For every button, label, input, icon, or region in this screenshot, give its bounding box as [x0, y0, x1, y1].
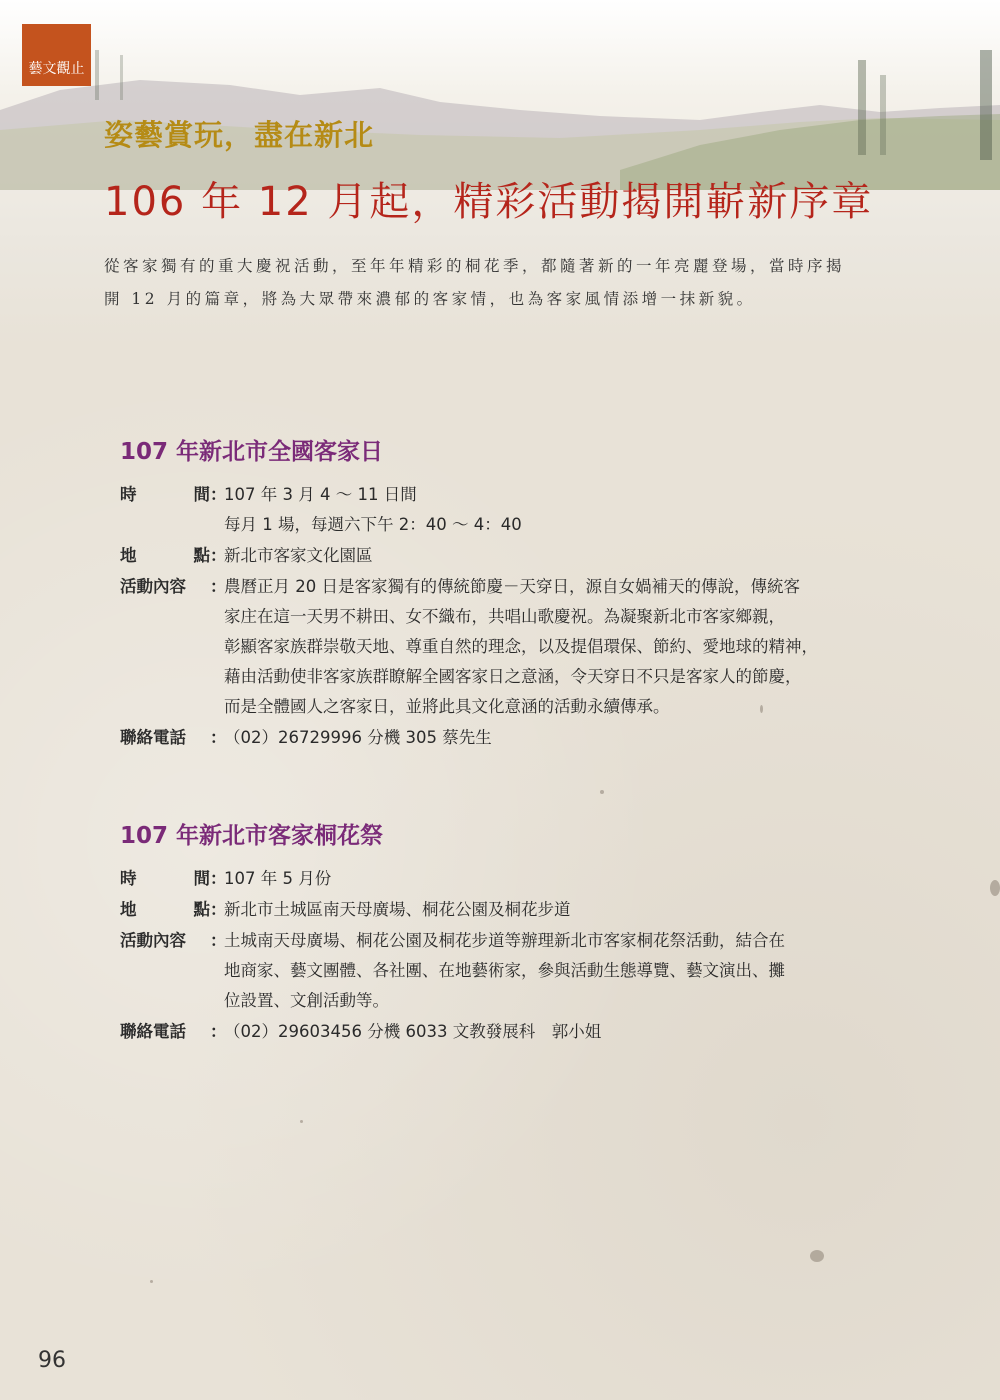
event-content-row: 活動內容 ： 農曆正月 20 日是客家獨有的傳統節慶－天穿日，源自女媧補天的傳說，傳統客 家庄在這一天男不耕田、女不織布，共唱山歌慶祝。為凝聚新北市客家鄉親， 彰顯客家族群崇敬天地、尊重自然的理念，以及提倡環保、節約、愛地球的精神， 藉由活動使非客家族群瞭解全國客家日之意涵，令天穿日不只是客家人的節慶， 而是全體國人之客家日，並將此具文化意涵的活動永續傳承。 — [120, 572, 900, 722]
event-details — [120, 864, 900, 1048]
time-value: 每月 1 場，每週六下午 2：40 ～ 4：40 — [224, 515, 522, 534]
page-subtitle: 姿藝賞玩，盡在新北 — [104, 118, 375, 152]
page-number: 96 — [38, 1348, 66, 1373]
content-line: 家庄在這一天男不耕田、女不織布，共唱山歌慶祝。為凝聚新北市客家鄉親， — [224, 607, 785, 626]
intro-paragraph — [104, 250, 904, 316]
event-time-row: 時 間 ： 107 年 3 月 4 ～ 11 日間 每月 1 場，每週六下午 2：40 ～ 4：40 — [120, 480, 900, 540]
place-label: 地 點 — [120, 900, 210, 919]
content-line: 位設置、文創活動等。 — [224, 991, 389, 1010]
content-line: 彰顯客家族群崇敬天地、尊重自然的理念，以及提倡環保、節約、愛地球的精神， — [224, 637, 818, 656]
phone-value: （02）29603456 分機 6033 文教發展科 郭小姐 — [224, 1022, 602, 1041]
time-value: 107 年 3 月 4 ～ 11 日間 — [224, 485, 417, 504]
event-title: 107 年新北市全國客家日 — [120, 439, 384, 465]
place-label: 地 點 — [120, 546, 210, 565]
paper-speck — [810, 1250, 824, 1262]
phone-label: 聯絡電話 — [120, 728, 186, 747]
page-title: 106 年 12 月起，精彩活動揭開嶄新序章 — [104, 179, 874, 225]
paper-speck — [990, 880, 1000, 896]
event-phone-row: 聯絡電話 ： （02）29603456 分機 6033 文教發展科 郭小姐 — [120, 1017, 900, 1047]
paper-speck — [150, 1280, 153, 1283]
event-phone-row: 聯絡電話 ： （02）26729996 分機 305 蔡先生 — [120, 723, 900, 753]
section-tab-label: 藝文觀止 — [28, 61, 85, 77]
phone-label: 聯絡電話 — [120, 1022, 186, 1041]
paper-speck — [300, 1120, 303, 1123]
paper-speck — [600, 790, 604, 794]
event-place-row: 地 點 ： 新北市土城區南天母廣場、桐花公園及桐花步道 — [120, 895, 900, 925]
intro-line: 開 12 月的篇章，將為大眾帶來濃郁的客家情，也為客家風情添增一抹新貌。 — [104, 290, 756, 308]
event-title: 107 年新北市客家桐花祭 — [120, 823, 384, 849]
intro-line: 從客家獨有的重大慶祝活動，至年年精彩的桐花季，都隨著新的一年亮麗登場，當時序揭 — [104, 257, 846, 275]
event-content-row: 活動內容 ： 土城南天母廣場、桐花公園及桐花步道等辦理新北市客家桐花祭活動，結合在 地商家、藝文團體、各社團、在地藝術家，參與活動生態導覽、藝文演出、攤 位設置、文創活動等。 — [120, 926, 900, 1016]
content-line: 土城南天母廣場、桐花公園及桐花步道等辦理新北市客家桐花祭活動，結合在 — [224, 931, 785, 950]
content-line: 藉由活動使非客家族群瞭解全國客家日之意涵，令天穿日不只是客家人的節慶， — [224, 667, 802, 686]
event-time-row: 時 間 ： 107 年 5 月份 — [120, 864, 900, 894]
content-label: 活動內容 — [120, 931, 186, 950]
place-value: 新北市客家文化園區 — [224, 546, 373, 565]
paper-speck — [760, 705, 763, 713]
place-value: 新北市土城區南天母廣場、桐花公園及桐花步道 — [224, 900, 571, 919]
time-label: 時 間 — [120, 485, 210, 504]
phone-value: （02）26729996 分機 305 蔡先生 — [224, 728, 492, 747]
time-label: 時 間 — [120, 869, 210, 888]
content-label: 活動內容 — [120, 577, 186, 596]
section-tab — [22, 24, 91, 86]
time-value: 107 年 5 月份 — [224, 869, 332, 888]
event-details — [120, 480, 900, 754]
event-place-row: 地 點 ： 新北市客家文化園區 — [120, 541, 900, 571]
content-line: 而是全體國人之客家日，並將此具文化意涵的活動永續傳承。 — [224, 697, 670, 716]
content-line: 地商家、藝文團體、各社團、在地藝術家，參與活動生態導覽、藝文演出、攤 — [224, 961, 785, 980]
content-line: 農曆正月 20 日是客家獨有的傳統節慶－天穿日，源自女媧補天的傳說，傳統客 — [224, 577, 800, 596]
